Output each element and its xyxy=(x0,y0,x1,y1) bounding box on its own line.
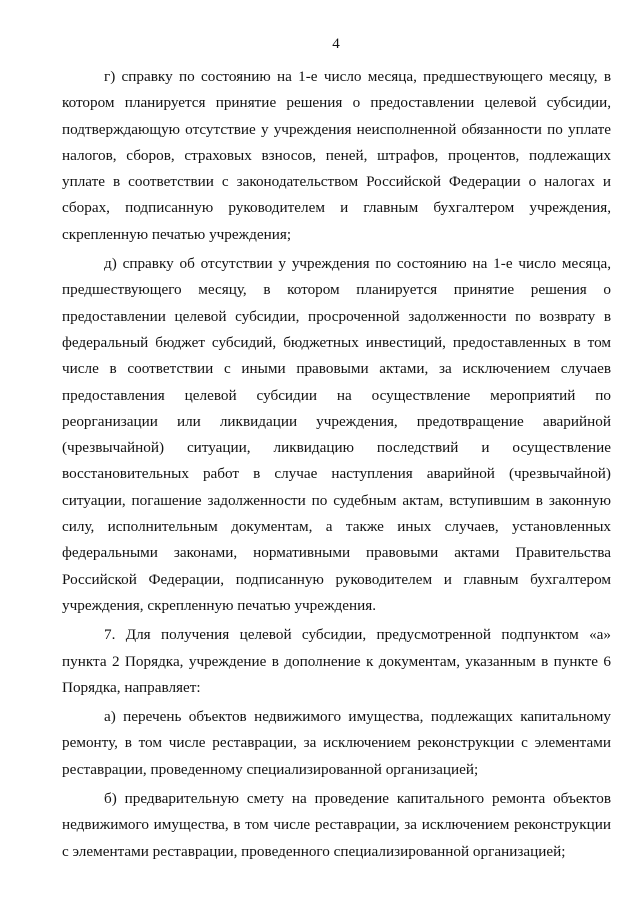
paragraph-7-requirements: 7. Для получения целевой субсидии, предусмотренной подпунктом «а» пункта 2 Порядка, учреждение в дополнение к документам, указанным в пункте 6 Порядка, направляет: xyxy=(62,626,611,696)
document-body xyxy=(62,64,611,868)
page-number: 4 xyxy=(332,36,340,52)
paragraph-d-debt-certificate: д) справку об отсутствии у учреждения по состоянию на 1-е число месяца, предшествующего месяцу, в котором планируется принятие решения о предоставлении целевой субсидии, просроченной задолженности по возврату в федеральный бюджет субсидий, бюджетных инвестиций, предоставленных в том числе в соответствии с иными правовыми актами, за исключением случаев предоставления целевой субсидии на осуществление мероприятий по реорганизации или ликвидации учреждения, предотвращение аварийной (чрезвычайной) ситуации, ликвидацию последствий и осуществление восстановительных работ в случае наступления аварийной (чрезвычайной) ситуации, погашение задолженности по судебным актам, вступившим в законную силу, исполнительным документам, а также иных случаев, установленных федеральными законами, нормативными правовыми актами Правительства Российской Федерации, подписанную руководителем и главным бухгалтером учреждения, скрепленную печатью учреждения. xyxy=(62,255,611,614)
paragraph-g-tax-certificate: г) справку по состоянию на 1-е число месяца, предшествующего месяцу, в котором планируется принятие решения о предоставлении целевой субсидии, подтверждающую отсутствие у учреждения неисполненной обязанности по уплате налогов, сборов, страховых взносов, пеней, штрафов, процентов, подлежащих уплате в соответствии с законодательством Российской Федерации о налогах и сборах, подписанную руководителем и главным бухгалтером учреждения, скрепленную печатью учреждения; xyxy=(62,68,611,243)
paragraph-a-property-list: а) перечень объектов недвижимого имущества, подлежащих капитальному ремонту, в том числе реставрации, за исключением реконструкции с элементами реставрации, проведенному специализированной организацией; xyxy=(62,708,611,778)
paragraph-b-cost-estimate: б) предварительную смету на проведение капитального ремонта объектов недвижимого имущества, в том числе реставрации, за исключением реконструкции с элементами реставрации, проведенного специализированной организацией; xyxy=(62,790,611,860)
